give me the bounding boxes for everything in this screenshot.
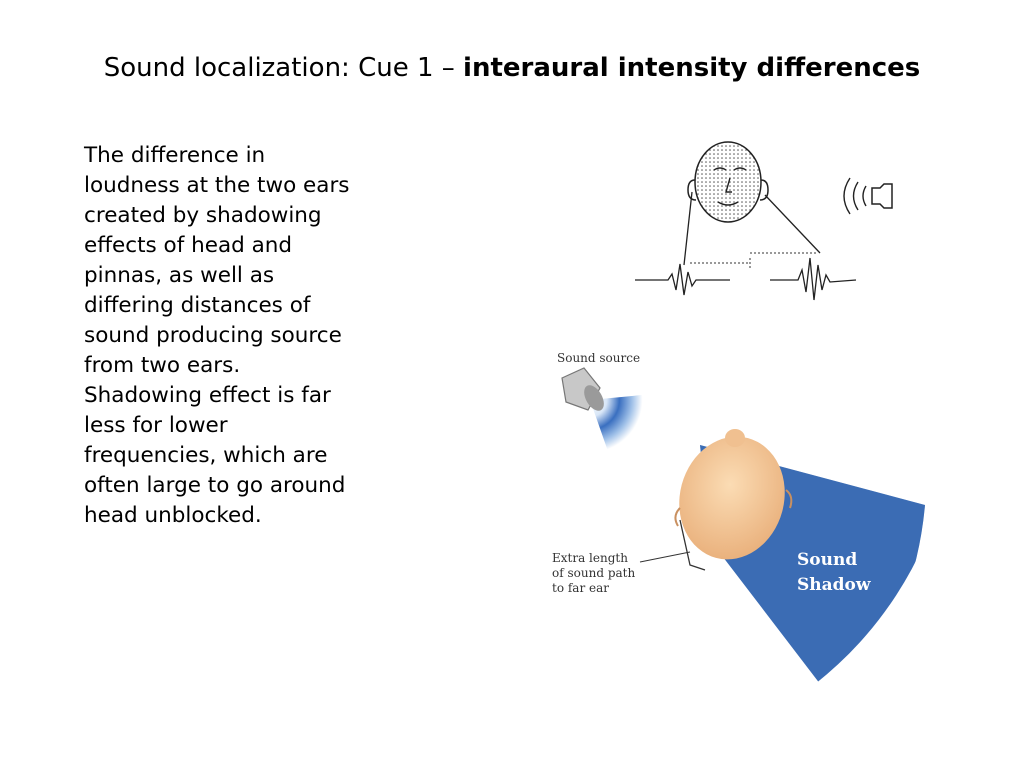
right-ear-waveform: [770, 258, 856, 300]
speaker-icon: [844, 178, 892, 214]
extra-length-label-3: to far ear: [552, 581, 609, 595]
sound-shadow-diagram: [540, 340, 960, 750]
sound-shadow-label-1: Sound: [797, 550, 858, 570]
title-prefix: Sound localization: Cue 1 –: [103, 53, 464, 83]
face-diagram: [620, 140, 910, 305]
left-ear-waveform: [635, 264, 730, 295]
slide-title: [0, 48, 1024, 88]
extra-length-label-1: Extra length: [552, 551, 628, 565]
sound-source-label: Sound source: [557, 351, 641, 365]
sound-shadow-label-2: Shadow: [797, 575, 871, 595]
body-text: The difference in loudness at the two ears created by shadowing effects of head and pinnas, as well as differing distances of sound producing source from two ears. Shadowing effect is far less for lower frequencies, which are often large to go around head unblocked.: [84, 143, 350, 528]
loudspeaker-icon: [562, 368, 608, 414]
extra-length-label-2: of sound path: [552, 566, 636, 580]
title-emphasis: interaural intensity differences: [463, 53, 921, 83]
face-icon: [688, 142, 768, 222]
